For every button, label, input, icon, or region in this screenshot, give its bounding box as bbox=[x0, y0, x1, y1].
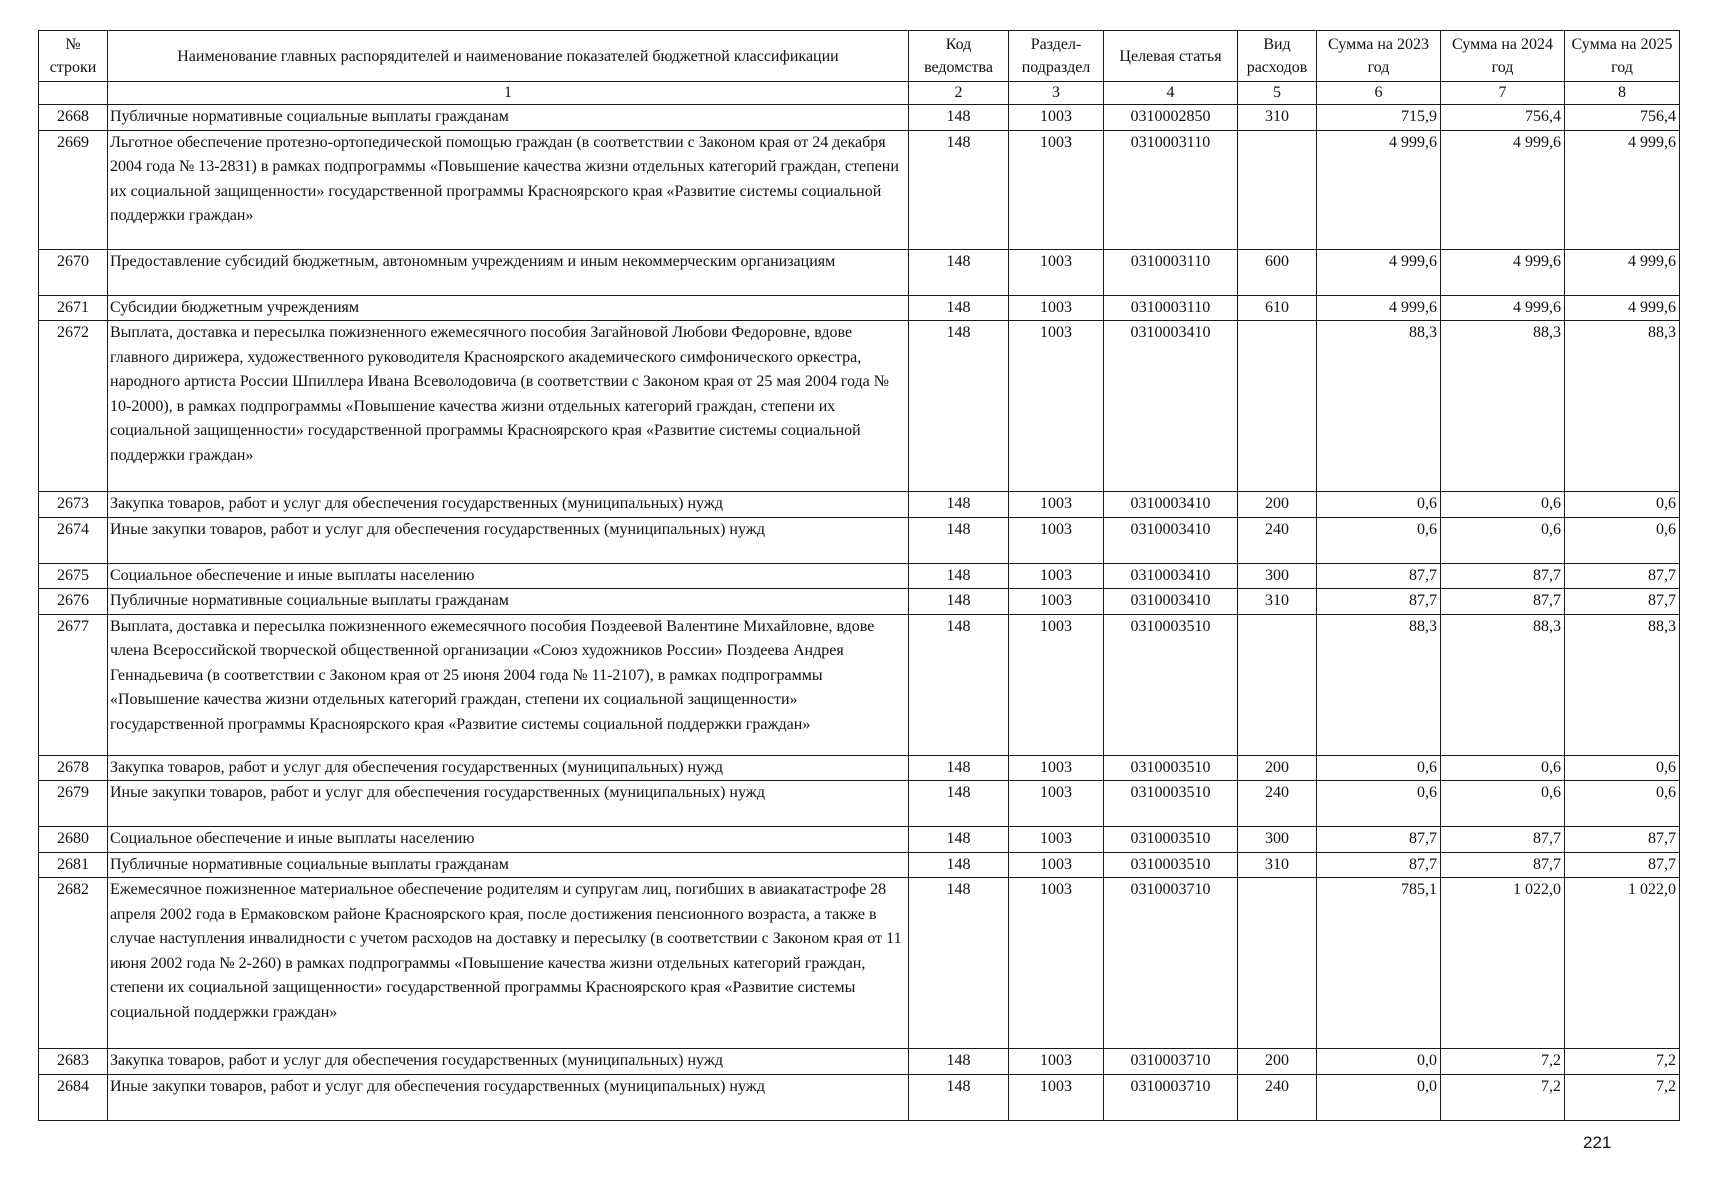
table-row bbox=[39, 295, 1680, 321]
row-number-cell: 2680 bbox=[39, 827, 108, 853]
row-name-cell: Закупка товаров, работ и услуг для обеспечения государственных (муниципальных) нужд bbox=[108, 1049, 909, 1075]
row-name-cell: Ежемесячное пожизненное материальное обеспечение родителям и супругам лиц, погибших в авиакатастрофе 28 апреля 2002 года в Ермаковском районе Красноярского края, после достижения пенсионного возраста, а также в случае наступления инвалидности с учетом расходов на доставку и пересылку (в соответствии с Законом края от 11 июня 2002 года № 2-260) в рамках подпрограммы «Повышение качества жизни отдельных категорий граждан, степени их социальной защищенности» государственной программы Красноярского края «Развитие системы социальной поддержки граждан» bbox=[108, 878, 909, 1049]
table-row bbox=[39, 614, 1680, 755]
amount-2024-cell: 88,3 bbox=[1441, 321, 1565, 492]
header-cell: Вид расходов bbox=[1238, 31, 1317, 82]
header-cell: № строки bbox=[39, 31, 108, 82]
table-row bbox=[39, 852, 1680, 878]
amount-2023-cell: 4 999,6 bbox=[1317, 295, 1441, 321]
amount-2025-cell: 756,4 bbox=[1565, 105, 1680, 131]
target-article-cell: 0310003510 bbox=[1104, 781, 1238, 827]
amount-2025-cell: 4 999,6 bbox=[1565, 249, 1680, 295]
target-article-cell: 0310003110 bbox=[1104, 130, 1238, 249]
expense-type-cell: 200 bbox=[1238, 755, 1317, 781]
table-row bbox=[39, 563, 1680, 589]
dept-code-cell: 148 bbox=[909, 614, 1009, 755]
section-code-cell: 1003 bbox=[1009, 249, 1104, 295]
section-code-cell: 1003 bbox=[1009, 105, 1104, 131]
column-number-cell: 2 bbox=[909, 82, 1009, 105]
amount-2025-cell: 88,3 bbox=[1565, 321, 1680, 492]
target-article-cell: 0310003510 bbox=[1104, 827, 1238, 853]
row-name-cell: Публичные нормативные социальные выплаты гражданам bbox=[108, 852, 909, 878]
section-code-cell: 1003 bbox=[1009, 614, 1104, 755]
expense-type-cell bbox=[1238, 130, 1317, 249]
row-number-cell: 2679 bbox=[39, 781, 108, 827]
amount-2023-cell: 715,9 bbox=[1317, 105, 1441, 131]
page-number: 221 bbox=[1583, 1133, 1612, 1152]
amount-2024-cell: 87,7 bbox=[1441, 589, 1565, 615]
row-name-cell: Иные закупки товаров, работ и услуг для обеспечения государственных (муниципальных) нужд bbox=[108, 781, 909, 827]
amount-2025-cell: 87,7 bbox=[1565, 589, 1680, 615]
dept-code-cell: 148 bbox=[909, 517, 1009, 563]
target-article-cell: 0310002850 bbox=[1104, 105, 1238, 131]
table-row bbox=[39, 781, 1680, 827]
header-cell: Сумма на 2025 год bbox=[1565, 31, 1680, 82]
section-code-cell: 1003 bbox=[1009, 827, 1104, 853]
table-row bbox=[39, 321, 1680, 492]
column-number-cell: 5 bbox=[1238, 82, 1317, 105]
row-number-cell: 2681 bbox=[39, 852, 108, 878]
row-number-cell: 2674 bbox=[39, 517, 108, 563]
target-article-cell: 0310003110 bbox=[1104, 249, 1238, 295]
row-name-cell: Иные закупки товаров, работ и услуг для обеспечения государственных (муниципальных) нужд bbox=[108, 1074, 909, 1120]
header-cell: Наименование главных распорядителей и наименование показателей бюджетной классификации bbox=[108, 31, 909, 82]
row-number-cell: 2684 bbox=[39, 1074, 108, 1120]
expense-type-cell: 310 bbox=[1238, 589, 1317, 615]
expense-type-cell: 300 bbox=[1238, 827, 1317, 853]
row-name-cell: Предоставление субсидий бюджетным, автономным учреждениям и иным некоммерческим организациям bbox=[108, 249, 909, 295]
amount-2023-cell: 0,6 bbox=[1317, 781, 1441, 827]
amount-2024-cell: 0,6 bbox=[1441, 492, 1565, 518]
target-article-cell: 0310003510 bbox=[1104, 614, 1238, 755]
row-name-cell: Льготное обеспечение протезно-ортопедической помощью граждан (в соответствии с Законом края от 24 декабря 2004 года № 13-2831) в рамках подпрограммы «Повышение качества жизни отдельных категорий граждан, степени их социальной защищенности» государственной программы Красноярского края «Развитие системы социальной поддержки граждан» bbox=[108, 130, 909, 249]
header-cell: Целевая статья bbox=[1104, 31, 1238, 82]
amount-2024-cell: 4 999,6 bbox=[1441, 295, 1565, 321]
table-row bbox=[39, 1074, 1680, 1120]
row-number-cell: 2668 bbox=[39, 105, 108, 131]
amount-2025-cell: 4 999,6 bbox=[1565, 295, 1680, 321]
amount-2023-cell: 87,7 bbox=[1317, 827, 1441, 853]
row-number-cell: 2673 bbox=[39, 492, 108, 518]
column-number-cell: 7 bbox=[1441, 82, 1565, 105]
column-number-cell: 3 bbox=[1009, 82, 1104, 105]
expense-type-cell: 300 bbox=[1238, 563, 1317, 589]
amount-2025-cell: 0,6 bbox=[1565, 755, 1680, 781]
section-code-cell: 1003 bbox=[1009, 781, 1104, 827]
target-article-cell: 0310003510 bbox=[1104, 852, 1238, 878]
expense-type-cell: 310 bbox=[1238, 105, 1317, 131]
target-article-cell: 0310003710 bbox=[1104, 1049, 1238, 1075]
row-name-cell: Публичные нормативные социальные выплаты гражданам bbox=[108, 105, 909, 131]
section-code-cell: 1003 bbox=[1009, 589, 1104, 615]
expense-type-cell: 240 bbox=[1238, 517, 1317, 563]
amount-2025-cell: 4 999,6 bbox=[1565, 130, 1680, 249]
section-code-cell: 1003 bbox=[1009, 130, 1104, 249]
row-name-cell: Социальное обеспечение и иные выплаты населению bbox=[108, 563, 909, 589]
amount-2024-cell: 0,6 bbox=[1441, 781, 1565, 827]
amount-2024-cell: 87,7 bbox=[1441, 852, 1565, 878]
column-number-cell: 6 bbox=[1317, 82, 1441, 105]
header-row bbox=[39, 31, 1680, 82]
section-code-cell: 1003 bbox=[1009, 563, 1104, 589]
target-article-cell: 0310003410 bbox=[1104, 492, 1238, 518]
amount-2023-cell: 87,7 bbox=[1317, 852, 1441, 878]
dept-code-cell: 148 bbox=[909, 249, 1009, 295]
table-row bbox=[39, 105, 1680, 131]
expense-type-cell: 310 bbox=[1238, 852, 1317, 878]
amount-2023-cell: 0,0 bbox=[1317, 1074, 1441, 1120]
amount-2025-cell: 87,7 bbox=[1565, 852, 1680, 878]
table-row bbox=[39, 517, 1680, 563]
amount-2023-cell: 87,7 bbox=[1317, 563, 1441, 589]
row-number-cell: 2675 bbox=[39, 563, 108, 589]
amount-2023-cell: 88,3 bbox=[1317, 614, 1441, 755]
column-number-cell: 8 bbox=[1565, 82, 1680, 105]
expense-type-cell: 240 bbox=[1238, 1074, 1317, 1120]
dept-code-cell: 148 bbox=[909, 852, 1009, 878]
header-cell: Код ведомства bbox=[909, 31, 1009, 82]
expense-type-cell: 610 bbox=[1238, 295, 1317, 321]
table-row bbox=[39, 492, 1680, 518]
row-number-cell: 2676 bbox=[39, 589, 108, 615]
amount-2025-cell: 7,2 bbox=[1565, 1074, 1680, 1120]
budget-table-sheet bbox=[38, 30, 1680, 1121]
column-number-cell: 4 bbox=[1104, 82, 1238, 105]
amount-2023-cell: 0,6 bbox=[1317, 755, 1441, 781]
amount-2025-cell: 88,3 bbox=[1565, 614, 1680, 755]
section-code-cell: 1003 bbox=[1009, 755, 1104, 781]
expense-type-cell: 600 bbox=[1238, 249, 1317, 295]
budget-table bbox=[38, 30, 1680, 1121]
row-name-cell: Публичные нормативные социальные выплаты гражданам bbox=[108, 589, 909, 615]
amount-2024-cell: 7,2 bbox=[1441, 1074, 1565, 1120]
amount-2023-cell: 785,1 bbox=[1317, 878, 1441, 1049]
dept-code-cell: 148 bbox=[909, 563, 1009, 589]
expense-type-cell bbox=[1238, 321, 1317, 492]
amount-2024-cell: 1 022,0 bbox=[1441, 878, 1565, 1049]
amount-2024-cell: 88,3 bbox=[1441, 614, 1565, 755]
header-cell: Сумма на 2024 год bbox=[1441, 31, 1565, 82]
amount-2024-cell: 4 999,6 bbox=[1441, 249, 1565, 295]
target-article-cell: 0310003510 bbox=[1104, 755, 1238, 781]
amount-2023-cell: 0,6 bbox=[1317, 517, 1441, 563]
header-cell: Раздел-подраздел bbox=[1009, 31, 1104, 82]
dept-code-cell: 148 bbox=[909, 878, 1009, 1049]
amount-2025-cell: 0,6 bbox=[1565, 492, 1680, 518]
row-name-cell: Выплата, доставка и пересылка пожизненного ежемесячного пособия Поздеевой Валентине Михайловне, вдове члена Всероссийской творческой общественной организации «Союз художников России» Поздеева Андрея Геннадьевича (в соответствии с Законом края от 25 июня 2004 года № 11-2107), в рамках подпрограммы «Повышение качества жизни отдельных категорий граждан, степени их социальной защищенности» государственной программы Красноярского края «Развитие системы социальной поддержки граждан» bbox=[108, 614, 909, 755]
table-row bbox=[39, 878, 1680, 1049]
section-code-cell: 1003 bbox=[1009, 517, 1104, 563]
target-article-cell: 0310003110 bbox=[1104, 295, 1238, 321]
amount-2025-cell: 87,7 bbox=[1565, 563, 1680, 589]
expense-type-cell: 240 bbox=[1238, 781, 1317, 827]
expense-type-cell bbox=[1238, 614, 1317, 755]
amount-2023-cell: 4 999,6 bbox=[1317, 130, 1441, 249]
row-number-cell: 2682 bbox=[39, 878, 108, 1049]
dept-code-cell: 148 bbox=[909, 781, 1009, 827]
amount-2025-cell: 0,6 bbox=[1565, 517, 1680, 563]
expense-type-cell bbox=[1238, 878, 1317, 1049]
amount-2024-cell: 0,6 bbox=[1441, 517, 1565, 563]
dept-code-cell: 148 bbox=[909, 105, 1009, 131]
amount-2023-cell: 0,0 bbox=[1317, 1049, 1441, 1075]
target-article-cell: 0310003710 bbox=[1104, 878, 1238, 1049]
row-number-cell: 2678 bbox=[39, 755, 108, 781]
dept-code-cell: 148 bbox=[909, 1074, 1009, 1120]
column-number-cell bbox=[39, 82, 108, 105]
dept-code-cell: 148 bbox=[909, 1049, 1009, 1075]
dept-code-cell: 148 bbox=[909, 827, 1009, 853]
amount-2025-cell: 7,2 bbox=[1565, 1049, 1680, 1075]
row-number-cell: 2683 bbox=[39, 1049, 108, 1075]
section-code-cell: 1003 bbox=[1009, 852, 1104, 878]
row-number-cell: 2672 bbox=[39, 321, 108, 492]
column-number-row bbox=[39, 82, 1680, 105]
row-number-cell: 2677 bbox=[39, 614, 108, 755]
amount-2023-cell: 0,6 bbox=[1317, 492, 1441, 518]
table-row bbox=[39, 589, 1680, 615]
dept-code-cell: 148 bbox=[909, 492, 1009, 518]
section-code-cell: 1003 bbox=[1009, 1074, 1104, 1120]
amount-2024-cell: 87,7 bbox=[1441, 563, 1565, 589]
row-name-cell: Закупка товаров, работ и услуг для обеспечения государственных (муниципальных) нужд bbox=[108, 492, 909, 518]
target-article-cell: 0310003710 bbox=[1104, 1074, 1238, 1120]
target-article-cell: 0310003410 bbox=[1104, 517, 1238, 563]
dept-code-cell: 148 bbox=[909, 130, 1009, 249]
row-number-cell: 2669 bbox=[39, 130, 108, 249]
amount-2024-cell: 87,7 bbox=[1441, 827, 1565, 853]
amount-2025-cell: 1 022,0 bbox=[1565, 878, 1680, 1049]
table-row bbox=[39, 130, 1680, 249]
amount-2023-cell: 4 999,6 bbox=[1317, 249, 1441, 295]
header-cell: Сумма на 2023 год bbox=[1317, 31, 1441, 82]
expense-type-cell: 200 bbox=[1238, 1049, 1317, 1075]
dept-code-cell: 148 bbox=[909, 295, 1009, 321]
dept-code-cell: 148 bbox=[909, 589, 1009, 615]
row-name-cell: Закупка товаров, работ и услуг для обеспечения государственных (муниципальных) нужд bbox=[108, 755, 909, 781]
amount-2023-cell: 88,3 bbox=[1317, 321, 1441, 492]
amount-2025-cell: 0,6 bbox=[1565, 781, 1680, 827]
row-name-cell: Социальное обеспечение и иные выплаты населению bbox=[108, 827, 909, 853]
amount-2025-cell: 87,7 bbox=[1565, 827, 1680, 853]
row-number-cell: 2671 bbox=[39, 295, 108, 321]
row-name-cell: Субсидии бюджетным учреждениям bbox=[108, 295, 909, 321]
section-code-cell: 1003 bbox=[1009, 492, 1104, 518]
target-article-cell: 0310003410 bbox=[1104, 589, 1238, 615]
target-article-cell: 0310003410 bbox=[1104, 321, 1238, 492]
row-name-cell: Выплата, доставка и пересылка пожизненного ежемесячного пособия Загайновой Любови Федоровне, вдове главного дирижера, художественного руководителя Красноярского академического симфонического оркестра, народного артиста России Шпиллера Ивана Всеволодовича (в соответствии с Законом края от 25 мая 2004 года № 10-2000), в рамках подпрограммы «Повышение качества жизни отдельных категорий граждан, степени их социальной защищенности» государственной программы Красноярского края «Развитие системы социальной поддержки граждан» bbox=[108, 321, 909, 492]
column-number-cell: 1 bbox=[108, 82, 909, 105]
dept-code-cell: 148 bbox=[909, 321, 1009, 492]
table-row bbox=[39, 827, 1680, 853]
target-article-cell: 0310003410 bbox=[1104, 563, 1238, 589]
table-row bbox=[39, 755, 1680, 781]
dept-code-cell: 148 bbox=[909, 755, 1009, 781]
table-row bbox=[39, 249, 1680, 295]
amount-2024-cell: 4 999,6 bbox=[1441, 130, 1565, 249]
section-code-cell: 1003 bbox=[1009, 295, 1104, 321]
amount-2023-cell: 87,7 bbox=[1317, 589, 1441, 615]
amount-2024-cell: 756,4 bbox=[1441, 105, 1565, 131]
expense-type-cell: 200 bbox=[1238, 492, 1317, 518]
section-code-cell: 1003 bbox=[1009, 321, 1104, 492]
table-row bbox=[39, 1049, 1680, 1075]
amount-2024-cell: 7,2 bbox=[1441, 1049, 1565, 1075]
amount-2024-cell: 0,6 bbox=[1441, 755, 1565, 781]
section-code-cell: 1003 bbox=[1009, 878, 1104, 1049]
row-number-cell: 2670 bbox=[39, 249, 108, 295]
row-name-cell: Иные закупки товаров, работ и услуг для обеспечения государственных (муниципальных) нужд bbox=[108, 517, 909, 563]
section-code-cell: 1003 bbox=[1009, 1049, 1104, 1075]
